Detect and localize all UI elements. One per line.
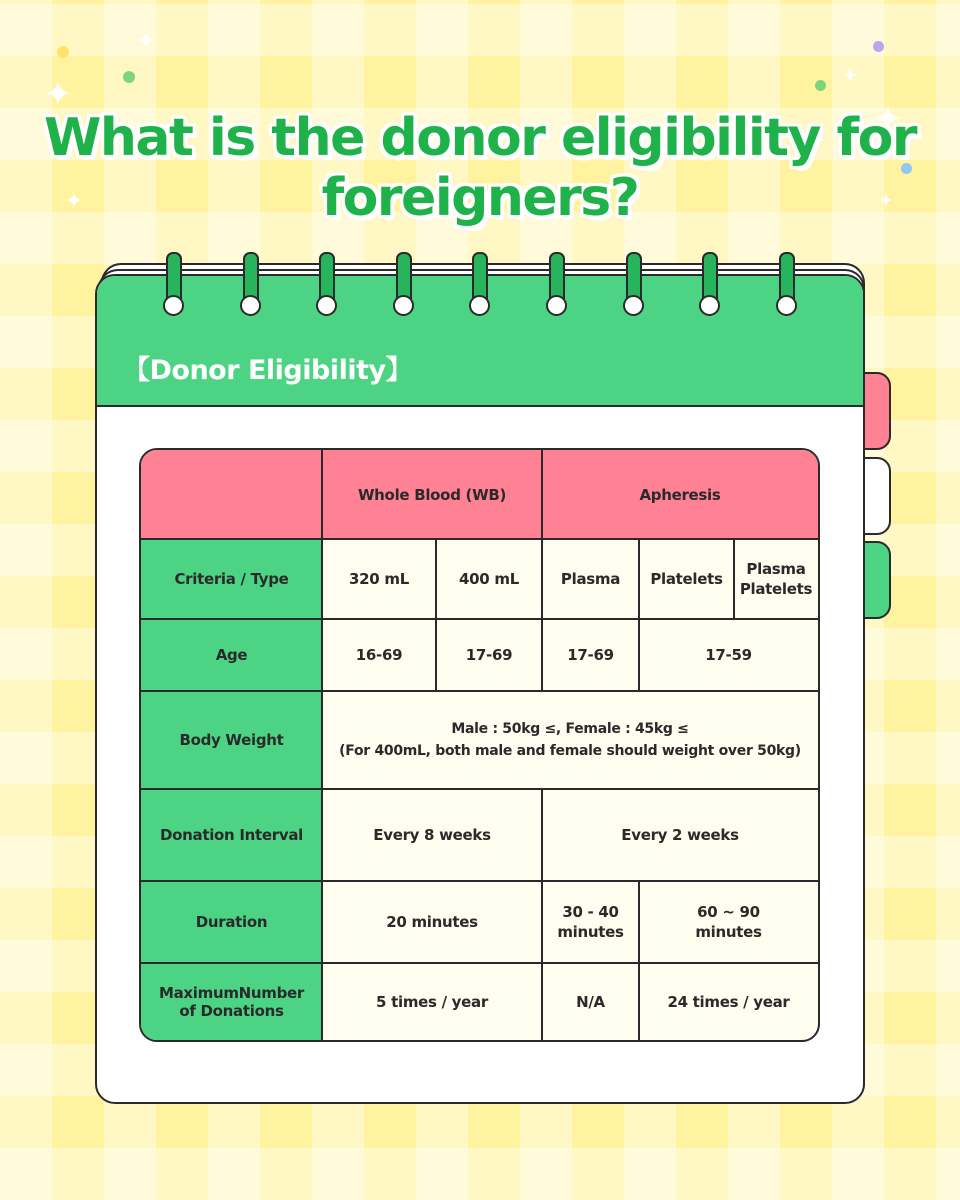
- cell-duration-whole-blood: 20 minutes: [386, 913, 478, 931]
- table-grid-line: [638, 539, 640, 691]
- cell-criteria-platelets: Platelets: [650, 570, 723, 588]
- decor-dot: [123, 71, 135, 83]
- table-grid-line: [141, 690, 818, 692]
- eligibility-table: [139, 448, 820, 1042]
- sparkle-icon: [45, 80, 71, 106]
- cell-interval-whole-blood: Every 8 weeks: [373, 826, 491, 844]
- notepad-header-label: 【Donor Eligibility】: [123, 355, 413, 386]
- table-grid-line: [141, 538, 818, 540]
- spiral-hole: [316, 295, 337, 316]
- cell-age-platelets: 17-59: [705, 646, 752, 664]
- table-grid-line: [733, 539, 735, 619]
- cell-age-plasma: 17-69: [567, 646, 614, 664]
- decor-dot: [815, 80, 826, 91]
- table-grid-line: [541, 789, 543, 1040]
- spiral-hole: [546, 295, 567, 316]
- cell-duration-plasma: 30 - 40 minutes: [557, 903, 624, 941]
- row-label-duration: Duration: [141, 881, 322, 963]
- cell-age-320ml: 16-69: [355, 646, 403, 664]
- table-grid-line: [638, 881, 640, 1040]
- cell-criteria-plasma: Plasma: [560, 570, 621, 588]
- table-grid-line: [141, 962, 818, 964]
- table-grid-line: [141, 788, 818, 790]
- decor-dot: [873, 41, 884, 52]
- table-grid-line: [141, 618, 818, 620]
- spiral-hole: [240, 295, 261, 316]
- sparkle-icon: [843, 68, 857, 82]
- spiral-hole: [699, 295, 720, 316]
- spiral-hole: [776, 295, 797, 316]
- spiral-hole: [469, 295, 490, 316]
- cell-interval-apheresis: Every 2 weeks: [621, 826, 739, 844]
- sparkle-icon: [138, 32, 154, 48]
- row-label-max-donations: MaximumNumber of Donations: [141, 963, 322, 1040]
- spiral-hole: [393, 295, 414, 316]
- cell-duration-platelets: 60 ~ 90 minutes: [695, 903, 762, 941]
- spiral-hole: [623, 295, 644, 316]
- cell-age-400ml: 17-69: [465, 646, 513, 664]
- header-whole-blood: Whole Blood (WB): [322, 450, 542, 539]
- cell-body-weight: Male : 50kg ≤, Female : 45kg ≤ (For 400mL, both male and female should weight over 50kg): [339, 721, 801, 759]
- cell-max-plasma: N/A: [576, 992, 605, 1011]
- table-grid-line: [321, 450, 323, 1040]
- cell-criteria-320ml: 320 mL: [349, 570, 409, 588]
- row-label-criteria: Criteria / Type: [141, 539, 322, 619]
- row-label-donation-interval: Donation Interval: [141, 789, 322, 881]
- decor-dot: [57, 46, 69, 58]
- row-label-age: Age: [141, 619, 322, 691]
- cell-max-platelets: 24 times / year: [667, 992, 790, 1011]
- spiral-hole: [163, 295, 184, 316]
- table-grid-line: [435, 539, 437, 691]
- row-label-body-weight: Body Weight: [141, 691, 322, 789]
- table-corner-cell: [141, 450, 322, 539]
- page-title: What is the donor eligibility for foreigners?: [43, 108, 916, 228]
- cell-criteria-400ml: 400 mL: [459, 570, 519, 588]
- cell-max-whole-blood: 5 times / year: [376, 992, 488, 1011]
- table-grid-line: [541, 450, 543, 691]
- cell-criteria-plasma-platelets: Plasma Platelets: [739, 560, 813, 598]
- header-apheresis: Apheresis: [542, 450, 818, 539]
- table-grid-line: [141, 880, 818, 882]
